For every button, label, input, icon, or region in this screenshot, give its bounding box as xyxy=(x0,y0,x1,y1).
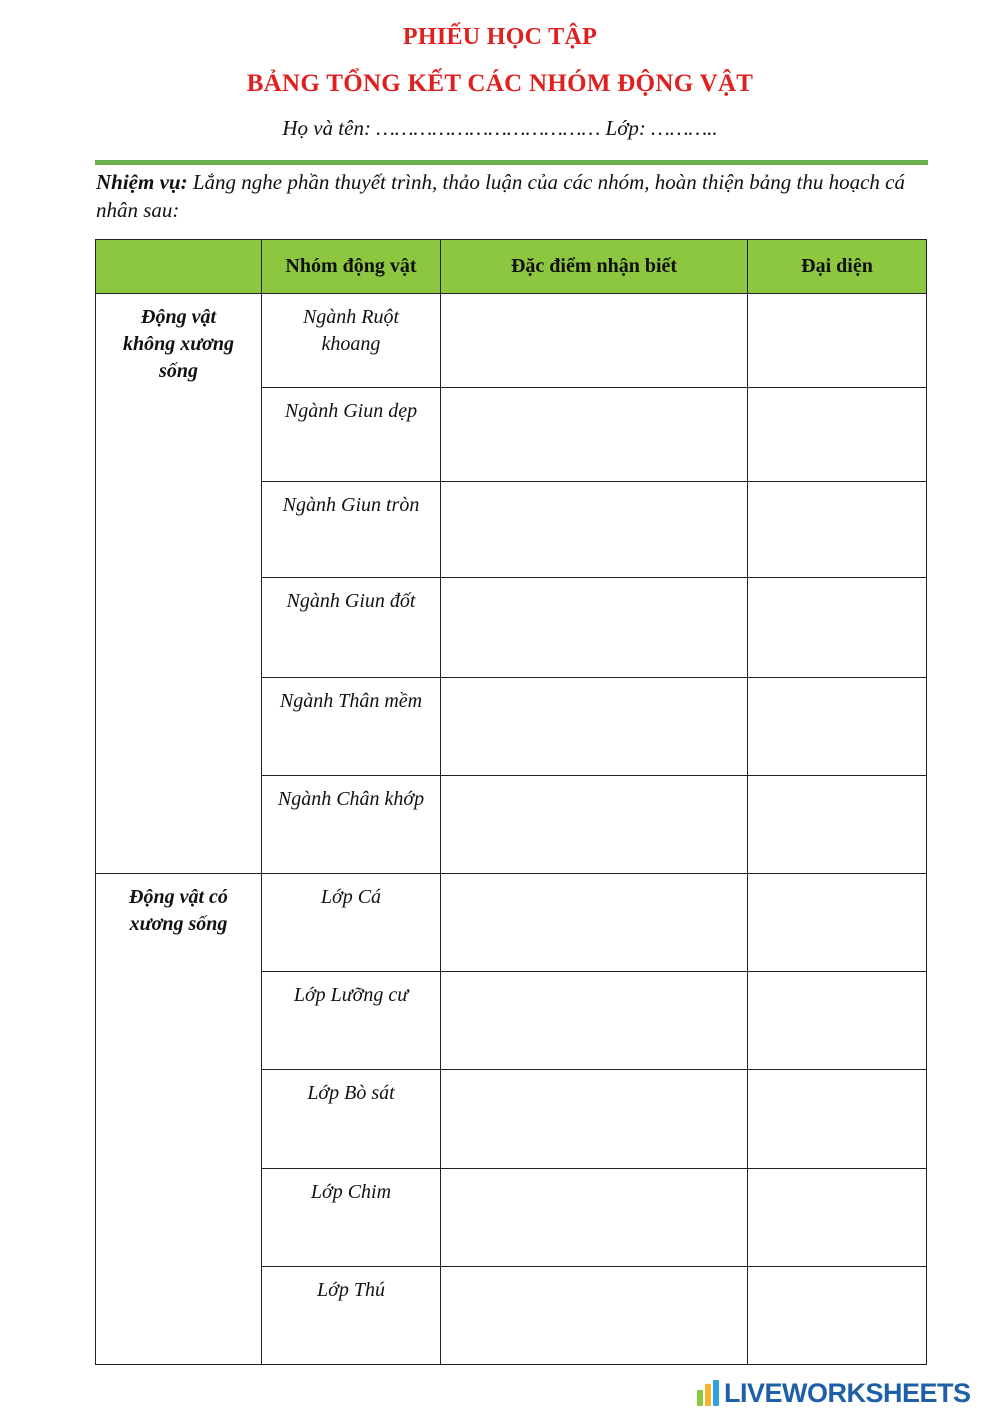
student-info-line: Họ và tên: ……………………………… Lớp: ……….. xyxy=(282,116,718,140)
features-answer-cell[interactable] xyxy=(441,1070,748,1168)
header-cell-features: Đặc điểm nhận biết xyxy=(441,240,748,294)
animal-name-cell: Ngành Giun tròn xyxy=(262,482,441,577)
animal-name-cell: Lớp Lưỡng cư xyxy=(262,972,441,1070)
animal-name-cell: Ngành Giun dẹp xyxy=(262,388,441,482)
representatives-answer-cell[interactable] xyxy=(748,677,927,775)
worksheet-subtitle: BẢNG TỔNG KẾT CÁC NHÓM ĐỘNG VẬT xyxy=(246,70,754,97)
logo-text: LIVEWORKSHEETS xyxy=(724,1377,971,1408)
features-answer-cell[interactable] xyxy=(441,482,748,577)
representatives-answer-cell[interactable] xyxy=(748,482,927,577)
features-answer-cell[interactable] xyxy=(441,677,748,775)
header-cell-group xyxy=(96,240,262,294)
features-answer-cell[interactable] xyxy=(441,972,748,1070)
animal-name-cell: Lớp Cá xyxy=(262,874,441,972)
animal-name-cell: Ngành Thân mềm xyxy=(262,677,441,775)
features-answer-cell[interactable] xyxy=(441,1266,748,1364)
representatives-answer-cell[interactable] xyxy=(748,972,927,1070)
features-answer-cell[interactable] xyxy=(441,388,748,482)
animal-name-cell: Ngành Giun đốt xyxy=(262,577,441,677)
header-cell-representatives: Đại diện xyxy=(748,240,927,294)
liveworksheets-logo xyxy=(697,1378,971,1408)
representatives-answer-cell[interactable] xyxy=(748,775,927,873)
representatives-answer-cell[interactable] xyxy=(748,1168,927,1266)
representatives-answer-cell[interactable] xyxy=(748,388,927,482)
animal-name-cell: Lớp Chim xyxy=(262,1168,441,1266)
animal-name-cell: Ngành Chân khớp xyxy=(262,775,441,873)
table-header-row xyxy=(96,240,927,294)
animal-name-cell: Lớp Thú xyxy=(262,1266,441,1364)
animal-name-cell: Ngành Ruột khoang xyxy=(262,294,441,388)
task-label: Nhiệm vụ: xyxy=(96,170,188,194)
representatives-answer-cell[interactable] xyxy=(748,1266,927,1364)
table-row xyxy=(96,294,927,388)
header-cell-animal-group: Nhóm động vật xyxy=(262,240,441,294)
worksheet-title: PHIẾU HỌC TẬP xyxy=(402,24,598,50)
animal-name-cell: Lớp Bò sát xyxy=(262,1070,441,1168)
divider-rule xyxy=(95,160,928,165)
representatives-answer-cell[interactable] xyxy=(748,1070,927,1168)
group-cell-vertebrates: Động vật có xương sống xyxy=(96,874,262,1365)
features-answer-cell[interactable] xyxy=(441,294,748,388)
representatives-answer-cell[interactable] xyxy=(748,577,927,677)
features-answer-cell[interactable] xyxy=(441,1168,748,1266)
table-row xyxy=(96,874,927,972)
animal-groups-table xyxy=(95,239,927,1365)
representatives-answer-cell[interactable] xyxy=(748,874,927,972)
features-answer-cell[interactable] xyxy=(441,775,748,873)
features-answer-cell[interactable] xyxy=(441,577,748,677)
task-instructions xyxy=(96,168,926,224)
features-answer-cell[interactable] xyxy=(441,874,748,972)
task-text: Lắng nghe phần thuyết trình, thảo luận của các nhóm, hoàn thiện bảng thu hoạch cá nhân sau: xyxy=(96,170,905,222)
representatives-answer-cell[interactable] xyxy=(748,294,927,388)
liveworksheets-logo-icon xyxy=(697,1380,721,1406)
group-cell-invertebrates: Động vật không xương sống xyxy=(96,294,262,874)
